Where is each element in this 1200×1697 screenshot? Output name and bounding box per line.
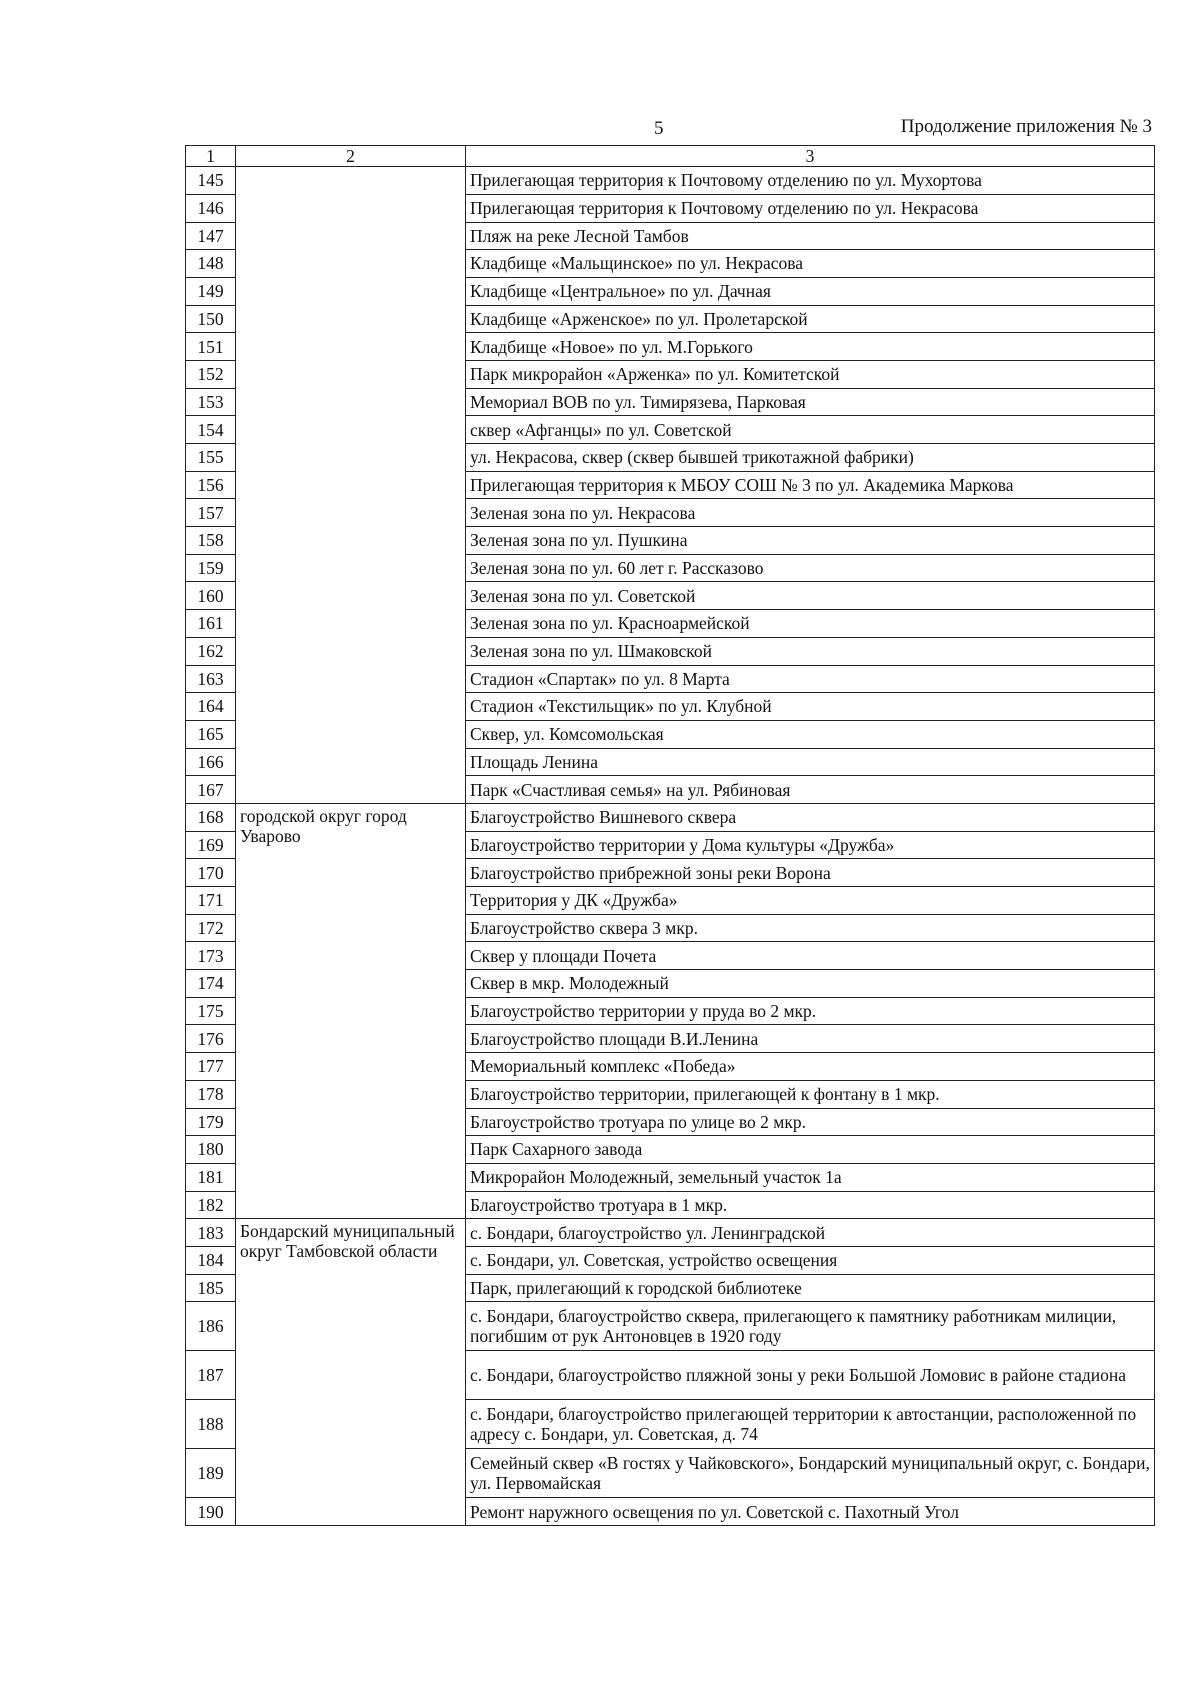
column-header-2: 2 (236, 146, 466, 167)
row-number: 155 (186, 444, 236, 472)
object-name: Благоустройство площади В.И.Ленина (466, 1025, 1155, 1053)
row-number: 146 (186, 194, 236, 222)
object-name: Стадион «Спартак» по ул. 8 Марта (466, 665, 1155, 693)
row-number: 188 (186, 1400, 236, 1449)
row-number: 168 (186, 803, 236, 831)
object-name: Благоустройство территории у пруда во 2 мкр. (466, 997, 1155, 1025)
objects-table-body (186, 146, 1155, 1526)
object-name: Благоустройство территории, прилегающей к фонтану в 1 мкр. (466, 1080, 1155, 1108)
table-header-row (186, 146, 1155, 167)
row-number: 159 (186, 554, 236, 582)
object-name: с. Бондари, благоустройство пляжной зоны у реки Большой Ломовис в районе стадиона (466, 1351, 1155, 1400)
municipality-cell: Бондарский муниципальный округ Тамбовской области (236, 1219, 466, 1526)
object-name: с. Бондари, ул. Советская, устройство освещения (466, 1246, 1155, 1274)
page-number: 5 (654, 118, 664, 139)
object-name: Стадион «Текстильщик» по ул. Клубной (466, 693, 1155, 721)
object-name: Прилегающая территория к Почтовому отделению по ул. Некрасова (466, 194, 1155, 222)
objects-table (185, 145, 1155, 1526)
row-number: 160 (186, 582, 236, 610)
row-number: 189 (186, 1449, 236, 1498)
row-number: 181 (186, 1163, 236, 1191)
municipality-cell: городской округ город Уварово (236, 803, 466, 1218)
object-name: Ремонт наружного освещения по ул. Советской с. Пахотный Угол (466, 1498, 1155, 1526)
object-name: с. Бондари, благоустройство сквера, прилегающего к памятнику работникам милиции, погибшим от рук Антоновцев в 1920 году (466, 1302, 1155, 1351)
row-number: 179 (186, 1108, 236, 1136)
object-name: Площадь Ленина (466, 748, 1155, 776)
object-name: Сквер в мкр. Молодежный (466, 970, 1155, 998)
row-number: 175 (186, 997, 236, 1025)
object-name: Зеленая зона по ул. Красноармейской (466, 610, 1155, 638)
row-number: 162 (186, 637, 236, 665)
object-name: Благоустройство тротуара в 1 мкр. (466, 1191, 1155, 1219)
continuation-label: Продолжение приложения № 3 (900, 116, 1152, 137)
row-number: 171 (186, 887, 236, 915)
row-number: 165 (186, 720, 236, 748)
row-number: 145 (186, 167, 236, 195)
object-name: Прилегающая территория к МБОУ СОШ № 3 по ул. Академика Маркова (466, 471, 1155, 499)
object-name: Микрорайон Молодежный, земельный участок 1а (466, 1163, 1155, 1191)
row-number: 164 (186, 693, 236, 721)
row-number: 177 (186, 1053, 236, 1081)
object-name: Кладбище «Мальщинское» по ул. Некрасова (466, 250, 1155, 278)
object-name: Зеленая зона по ул. Пушкина (466, 527, 1155, 555)
row-number: 190 (186, 1498, 236, 1526)
row-number: 170 (186, 859, 236, 887)
object-name: Зеленая зона по ул. Советской (466, 582, 1155, 610)
object-name: сквер «Афганцы» по ул. Советской (466, 416, 1155, 444)
row-number: 157 (186, 499, 236, 527)
row-number: 161 (186, 610, 236, 638)
row-number: 158 (186, 527, 236, 555)
object-name: Сквер, ул. Комсомольская (466, 720, 1155, 748)
row-number: 176 (186, 1025, 236, 1053)
row-number: 150 (186, 305, 236, 333)
row-number: 156 (186, 471, 236, 499)
row-number: 180 (186, 1136, 236, 1164)
object-name: Кладбище «Новое» по ул. М.Горького (466, 333, 1155, 361)
row-number: 185 (186, 1274, 236, 1302)
object-name: Благоустройство сквера 3 мкр. (466, 914, 1155, 942)
object-name: Прилегающая территория к Почтовому отделению по ул. Мухортова (466, 167, 1155, 195)
object-name: Благоустройство территории у Дома культуры «Дружба» (466, 831, 1155, 859)
object-name: Семейный сквер «В гостях у Чайковского», Бондарский муниципальный округ, с. Бондари, ул. Первомайская (466, 1449, 1155, 1498)
column-header-1: 1 (186, 146, 236, 167)
object-name: Парк Сахарного завода (466, 1136, 1155, 1164)
row-number: 153 (186, 388, 236, 416)
object-name: с. Бондари, благоустройство ул. Ленинградской (466, 1219, 1155, 1247)
row-number: 166 (186, 748, 236, 776)
table-row (186, 1219, 1155, 1247)
row-number: 184 (186, 1246, 236, 1274)
object-name: Мемориал ВОВ по ул. Тимирязева, Парковая (466, 388, 1155, 416)
row-number: 154 (186, 416, 236, 444)
row-number: 173 (186, 942, 236, 970)
object-name: Благоустройство тротуара по улице во 2 мкр. (466, 1108, 1155, 1136)
row-number: 186 (186, 1302, 236, 1351)
row-number: 174 (186, 970, 236, 998)
object-name: Территория у ДК «Дружба» (466, 887, 1155, 915)
object-name: Парк «Счастливая семья» на ул. Рябиновая (466, 776, 1155, 804)
row-number: 182 (186, 1191, 236, 1219)
row-number: 178 (186, 1080, 236, 1108)
municipality-cell (236, 167, 466, 804)
object-name: Зеленая зона по ул. Некрасова (466, 499, 1155, 527)
row-number: 148 (186, 250, 236, 278)
object-name: Благоустройство прибрежной зоны реки Ворона (466, 859, 1155, 887)
object-name: Зеленая зона по ул. Шмаковской (466, 637, 1155, 665)
table-row (186, 167, 1155, 195)
row-number: 183 (186, 1219, 236, 1247)
object-name: Зеленая зона по ул. 60 лет г. Рассказово (466, 554, 1155, 582)
object-name: ул. Некрасова, сквер (сквер бывшей трикотажной фабрики) (466, 444, 1155, 472)
object-name: Пляж на реке Лесной Тамбов (466, 222, 1155, 250)
object-name: с. Бондари, благоустройство прилегающей территории к автостанции, расположенной по адресу с. Бондари, ул. Советская, д. 74 (466, 1400, 1155, 1449)
row-number: 151 (186, 333, 236, 361)
object-name: Парк микрорайон «Арженка» по ул. Комитетской (466, 360, 1155, 388)
object-name: Кладбище «Арженское» по ул. Пролетарской (466, 305, 1155, 333)
object-name: Сквер у площади Почета (466, 942, 1155, 970)
column-header-3: 3 (466, 146, 1155, 167)
row-number: 163 (186, 665, 236, 693)
object-name: Благоустройство Вишневого сквера (466, 803, 1155, 831)
row-number: 149 (186, 277, 236, 305)
object-name: Кладбище «Центральное» по ул. Дачная (466, 277, 1155, 305)
row-number: 169 (186, 831, 236, 859)
table-row (186, 803, 1155, 831)
row-number: 187 (186, 1351, 236, 1400)
row-number: 167 (186, 776, 236, 804)
row-number: 172 (186, 914, 236, 942)
row-number: 152 (186, 360, 236, 388)
object-name: Парк, прилегающий к городской библиотеке (466, 1274, 1155, 1302)
row-number: 147 (186, 222, 236, 250)
object-name: Мемориальный комплекс «Победа» (466, 1053, 1155, 1081)
